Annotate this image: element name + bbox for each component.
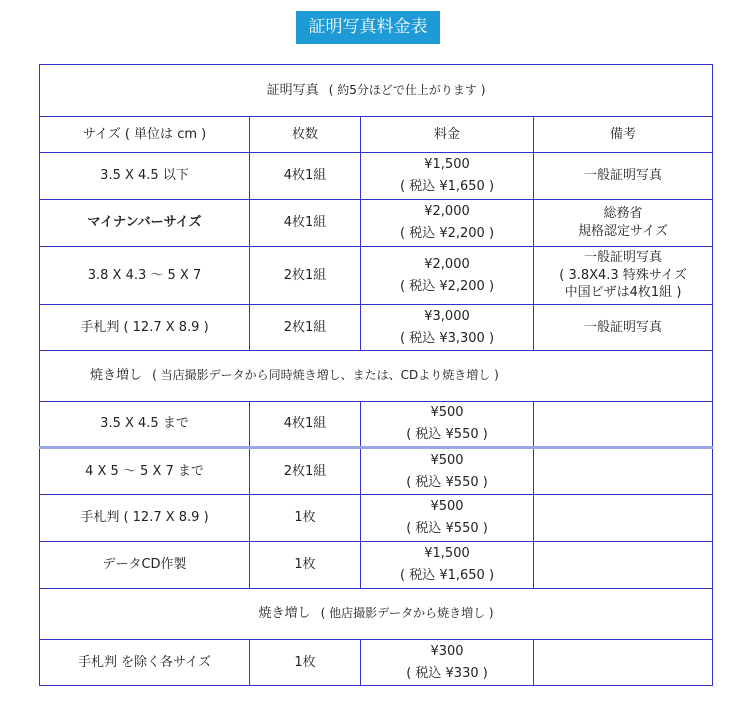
- note-cell: [534, 495, 713, 542]
- section-title: 焼き増し: [90, 368, 143, 384]
- section-title: 証明写真: [266, 82, 319, 98]
- table-row: [40, 640, 713, 686]
- price-tax: ( 税込 ¥1,650 ): [399, 568, 495, 583]
- price-value: ¥1,500: [424, 157, 470, 173]
- table-row: [40, 542, 713, 589]
- price-tax: ( 税込 ¥330 ): [406, 665, 488, 681]
- note-cell: [534, 200, 713, 247]
- size-cell: 手札判 ( 12.7 X 8.9 ): [40, 495, 250, 542]
- note-cell: [534, 305, 713, 351]
- note-text: 総務省: [603, 206, 643, 222]
- note-cell: [534, 640, 713, 686]
- price-tax: ( 税込 ¥2,200 ): [399, 226, 495, 241]
- price-tax: ( 税込 ¥550 ): [406, 427, 488, 442]
- price-value: ¥300: [430, 643, 464, 659]
- size-cell: 4 X 5 ～ 5 X 7 まで: [40, 448, 250, 495]
- price-cell: [361, 542, 534, 589]
- price-tax: ( 税込 ¥3,300 ): [399, 330, 495, 346]
- column-header-row: [40, 117, 713, 153]
- qty-cell: 2枚1組: [250, 305, 361, 351]
- size-cell: 3.5 X 4.5 以下: [40, 153, 250, 200]
- price-cell: [361, 448, 534, 495]
- price-value: ¥500: [430, 452, 464, 468]
- qty-cell: 1枚: [250, 542, 361, 589]
- section-title: 焼き増し: [258, 606, 311, 622]
- price-cell: [361, 305, 534, 351]
- price-tax: ( 税込 ¥550 ): [406, 521, 488, 536]
- price-cell: [361, 153, 534, 200]
- note-cell: [534, 402, 713, 448]
- qty-cell: 4枚1組: [250, 200, 361, 247]
- note-text: 中国ビザは4枚1組 ): [564, 285, 682, 301]
- note-cell: [534, 448, 713, 495]
- note-cell: [534, 542, 713, 589]
- note-cell: [534, 247, 713, 305]
- note-text: 一般証明写真: [584, 168, 663, 184]
- qty-cell: 4枚1組: [250, 153, 361, 200]
- qty-cell: 2枚1組: [250, 247, 361, 305]
- section-subtitle: ( 約5分ほどで仕上がります ): [328, 82, 486, 97]
- section-subtitle: ( 他店撮影データから焼き増し ): [320, 606, 494, 621]
- size-cell: 3.5 X 4.5 まで: [40, 402, 250, 448]
- size-cell: 手札判 ( 12.7 X 8.9 ): [40, 305, 250, 351]
- price-tax: ( 税込 ¥550 ): [406, 474, 488, 490]
- size-cell: データCD作製: [40, 542, 250, 589]
- size-cell: マイナンバーサイズ: [40, 200, 250, 247]
- price-cell: [361, 247, 534, 305]
- price-table: [39, 64, 713, 686]
- price-cell: [361, 640, 534, 686]
- table-row: [40, 448, 713, 495]
- header-price: 料金: [361, 117, 534, 153]
- qty-cell: 2枚1組: [250, 448, 361, 495]
- table-row: [40, 402, 713, 448]
- table-row: [40, 200, 713, 247]
- qty-cell: 1枚: [250, 495, 361, 542]
- price-value: ¥3,000: [424, 308, 470, 324]
- qty-cell: 4枚1組: [250, 402, 361, 448]
- table-row: [40, 153, 713, 200]
- price-value: ¥2,000: [424, 256, 470, 272]
- page-title: 証明写真料金表: [296, 11, 440, 44]
- table-row: [40, 495, 713, 542]
- size-cell: 3.8 X 4.3 ～ 5 X 7: [40, 247, 250, 305]
- table-row: [40, 305, 713, 351]
- header-note: 備考: [534, 117, 713, 153]
- size-cell: 手札判 を除く各サイズ: [40, 640, 250, 686]
- price-cell: [361, 495, 534, 542]
- price-value: ¥500: [430, 499, 464, 515]
- note-text: 一般証明写真: [584, 319, 663, 335]
- header-size: サイズ ( 単位は cm ): [40, 117, 250, 153]
- note-text: 規格認定サイズ: [578, 224, 668, 239]
- price-value: ¥2,000: [424, 204, 470, 220]
- price-tax: ( 税込 ¥1,650 ): [399, 179, 495, 194]
- section-subtitle: ( 当店撮影データから同時焼き増し、または、CDより焼き増し ): [152, 368, 499, 383]
- note-cell: [534, 153, 713, 200]
- section-header-id-photo: [40, 65, 713, 117]
- price-tax: ( 税込 ¥2,200 ): [399, 278, 495, 294]
- note-text: 一般証明写真: [584, 250, 663, 266]
- price-value: ¥1,500: [424, 546, 470, 562]
- section-header-reprint-own: [40, 351, 713, 402]
- header-qty: 枚数: [250, 117, 361, 153]
- price-value: ¥500: [430, 405, 464, 421]
- table-row: [40, 247, 713, 305]
- qty-cell: 1枚: [250, 640, 361, 686]
- section-header-reprint-other: [40, 589, 713, 640]
- price-cell: [361, 200, 534, 247]
- note-text: ( 3.8X4.3 特殊サイズ: [559, 267, 687, 283]
- price-cell: [361, 402, 534, 448]
